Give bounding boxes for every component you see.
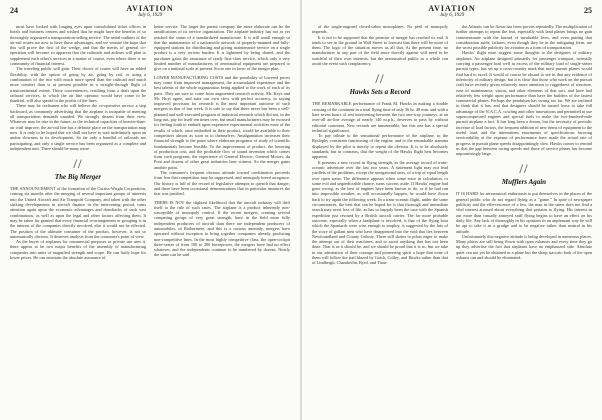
left-column-2 bbox=[154, 24, 290, 418]
paragraph: THERE IS NOT the slightest likelihood that the aircraft industry will drift itself to the rule of such cases. The airplane is a product inherently non-susceptible of monopoly control. If the recent mergers, creating several competing groups of very great strength, have in the field more fully independent producers of aircraft than there are independent producers of automobiles, of Rothermere, and this is a curious anomaly, mergers have operated without exception to bring together companies already producing non-competitive lines. In the most highly competitive class, the open-cockpit three-seater of from 100 to 200 horsepower, the mergers have had no effect whatever, and the independents continue to be numbered by dozens. Nearly the same can be said bbox=[154, 199, 290, 258]
right-page bbox=[302, 0, 602, 420]
section-ornament-icon: // bbox=[375, 71, 385, 87]
paragraph: IT IS HARD for aeronautical enthusiasts to put themselves in the places of the general public who do not regard flying as a "game." In spite of newspaper publicity and the effervescence of a few, the man in the street does not find a vital interest aroused about everything that pertains to flying. His interest in our more than casually annoyed sniff flying begins to have an effect on his daily life. Any lack of thoroughly in his opinions in an unpleasant way he will be apt to take it as a grudge and to be negative rather than neutral in his attitude. bbox=[456, 191, 592, 234]
masthead: AVIATION bbox=[126, 4, 174, 13]
masthead: AVIATION bbox=[428, 4, 476, 13]
paragraph: The traveling public will gain. Their choice of routes will have an added flexibility, with the option of going by air, going by rail, or using a combination of the two with much more speed than the railroad and much more comfort than is at present possible in a straight-through flight of transcontinental extent. Those conveniences, resulting from a draft upon the railroad services, to which the air line operator would have come to be thankful, will also spread to the profits of the lines. bbox=[10, 66, 146, 104]
paragraph: The consumer's frequent obvious attitude toward combination proceeds from fear that competition may be suppressed, and monopoly breed arrogance. Our history is full of the record of legislative attempts to quench that danger; and there have been occasional demonstrations that in particular instances the fear was justified. bbox=[154, 170, 290, 197]
left-page bbox=[0, 0, 300, 420]
paragraph: THE ANNOUNCEMENT of the formation of the Curtiss-Wright Corporation, coming six months after the merging of several important groups of interests into the United Aircraft and Air Transport Company, and taken with the other striking developments in aircraft finance in the intervening period, turns attention again upon the economic advantages and drawbacks of such vast combinations, as well as upon the legal and other factors affecting them. It may be taken for granted that every financial re-arrangement or grouping is in the interest of the companies directly involved, else it would not be effected. The position of the ultimate consumer of the product, however, is not so automatically obvious. It deserves analysis from the consumer's point of view. bbox=[10, 186, 146, 239]
section-ornament-icon: // bbox=[73, 156, 83, 172]
paragraph: It presents a new record in flying strength, as the average record of trans-oceanic adventure over the last two years. A statement light may not lead yardlets of the problems, except the navigational ones, of a trip of equal length over open water. The difference appears when some error in calculation, or some evil and unpredictable chance, turns success aside. If Hawks' engine had gone wrong, as the best of engines have been known to do, or if he had run into impossible weather, as will occasionally happen, he would have flown back to try again the following week. In a trans-oceanic flight, under the same circumstances, the best that can be hoped for is that thorough and immediate search may avert loss of life, as has so happily been the case with the Spanish expedition just rescued by a British aircraft carrier. The far more probable outcome, especially when a landplane is involved, is that of the flying boat which the Spaniards were wise enough to employ, is suggested by the fate of the score of gallant men who have disappeared into the void that lies between Newfoundland and County Galway. There still skeins to pilots eager to make the attempt out of their machines, and to await anything that has not been done. That is as it should be, and we should be proud that it is so, but we take in our admiration of their courage and pioneering spirit a hope that none of them will follow the trail blazed by Gatch, Colley, and Hawks rather than that of Lindbergh, Chamberlin, Byrd, and Thaw. bbox=[312, 159, 448, 266]
paragraph: better service. The larger the parent company the more elaborate can be the ramifications of its service organization. The airplane industry has not as yet reached the status of a standardized manufacture. It is still small enough so that the maintenance of a nationwide network of properly-manned and fully-equipped stations for distributing and giving maintenance service on a single product is a very serious burden. It is lightened by being shared, and the purchaser gains the assurance of ready first-class service, which only a very limited number of manufacturers of aeronautical equipment are prepared to give on a national scale at present. Score one in favor of the merger plan. bbox=[154, 24, 290, 72]
paragraph: THE REMARKABLE performance of Frank M. Hawks in making a double crossing of the continent in a total flying time of only 36 hr. 48 min. and with a bare seven hours of rest intervening between the two one-way journeys, at an over-all air-line average of nearly 140 m.p.h., deserves to pass by without editorial comment. New records are innumerable, but this one has a special technical significance. bbox=[312, 101, 448, 133]
paragraph: As the buyer of airplanes for commercial purposes or private use sees it, there appear to be two major benefits of the assembly of manufacturing companies into units of magnified strength and scope. He can fairly hope for lower prices. He can entertain the absolute assurance of bbox=[10, 239, 146, 260]
paragraph: It is not to be supposed that the promise of merger has reached its end. It tends to see in the ground in Wall Street to forecast that there will be more of them. The logic of the situation moves us all that. At the present time, no manufacturer in any part of the field more directly against will need to be watchful of their own interests, but the aeronautical public as a whole can await the event with complacency. bbox=[312, 34, 448, 67]
left-column-1 bbox=[10, 24, 146, 418]
issue-date: July 6, 1929 bbox=[137, 13, 163, 18]
right-column-1 bbox=[312, 24, 448, 418]
paragraph: Unfortunately this negative attitude is being developed in numerous places. Many places are still being flown with open exhausts and every time they go up they advertise the fact that airplanes have no emphasized side. Absolute quiet can not yet be obtained in a plane but the sharp staccato bark of the open exhaust can and should be eliminated. bbox=[456, 233, 592, 260]
paragraph: To pay tribute to the sensational performance of the airplane, to the Ryslophy consistent functioning of the engine, and to the remarkable stamina displayed by the pilot is merely to repeat the obvious. It is to be absolutely standards, but in contrasts, that the weight of the Hawks flight best becomes apparent. bbox=[312, 133, 448, 160]
paragraph: Hawks' flight must suggest some thoughts to the designers of military airplanes. An airplane designed primarily for passenger transport, normally carrying a passenger load well in excess of the military load of single-seater pursuit types, has set up a cross-country mark that most pursuit planes would find hard to excel. It would of course be absurd to see in that any evidence of inferiority of military design, but it is clear that those who work on the pursuit craft have recently given relatively more attention to ruggedness of structure, ease of maintenance, vision, and other elements of that sort, and have had relatively less weight upon performance than have the builders of the fastest commercial planes. Perhaps the pendulum has swung too far. We are inclined to think that it has, and that designers should be turned loose to take full advantage of the N.A.C.A. cowling and other innovations and permitted to use supercompressed engines and special fuels to make the two-hundred-mile pursuit airplane a fact. It has long been a dream, but the necessity of periodic increase of load factors, the frequent addition of new items of equipment to the useful load, and the intermittent enactments of specifications favoring serviceability at the expense of performance have made the actual rate of progress in pursuit plane speeds disappointingly slow. Hawks comes to remind us that the gap between racing speeds and those of service planes has become unpromisingly large. bbox=[456, 50, 592, 157]
right-column-2 bbox=[456, 24, 592, 418]
paragraph: of the single-engined closed-cabin monoplanes. No peril of monopoly impends. bbox=[312, 24, 448, 35]
editorial-title: Hawks Sets a Record bbox=[349, 88, 411, 97]
page-header bbox=[312, 4, 592, 26]
issue-date: July 6, 1929 bbox=[439, 13, 465, 18]
paragraph: There may be craftsmen who will believe the co-operative service a step backward, as commonly advertising that the airplane is incapable of meeting all transportation demands unaided. We strongly dissent from their view. Whatever may be true in the future, as the technical capacities of heavier-than-air craft improve, the air-rail line has a definite place on the transportation map now. It is only to be hoped that we shall not have to wait indefinitely upon an undue slowness in its development. So far only a handful of railroads are participating, and only a single service has been organized as a complete and independent unit. There should be many more. bbox=[10, 103, 146, 151]
paragraph: most have looked with longing eyes upon consolidated ticket offices in hotels and business centers and wished that he might have the benefits of so thoroughly organized a transportation-selling service. The aerial outlines of the air-rail routes are now to have those advantages, and we venture the hope that this will prove the first of the wedge, and that the merits of general co-operation will become so apparent that the railroads and airlines will plan to supplement each other's services in a matter of course, even where there is no community of financial interest. bbox=[10, 24, 146, 67]
paragraph: LOWER MANUFACTURING COSTS and the possibility of lowered prices may come from improved management, the accumulated experience and the best talents of the whole organization being applied to the work of each of its parts. They are sure to come from augmented research activity. Mr. Keys and Mr. Hoyt agree, and state our own view with perfect accuracy, in saying improved provision for research is the most important outcome of such mergers as that of last week. It is safe to say that there never has been a well-planned and well-executed program of industrial research which did not, in the long run, pay for itself ten times over, but small manufacturers may be excused for feeling loath to embark upon expensive experimental activities most of the results of which, once embodied in their product, would be available to their competitors almost as soon as to themselves. Amalgamation increases their financial strength to the point where elaborate programs of study of scientific fundamentals become feasible. To the improvement of product, the lowering of production cost, and the profitable flow of sound invention which comes from such programs, the experience of General Electric, General Motors, du Pont and dozens of other great industries bear witness. So the merger gains another point. bbox=[154, 74, 290, 170]
paragraph: the Atlantic can be flown has been proven repeatedly. The multiplication of further attempts to repeat the feat, especially with land planes brings no gain commensurate with the hazard of invaluable lives, and even putting that consideration aside, failures, even though they be in the mitigating form, are the worst possible publicity for aviation as a form of transportation. bbox=[456, 24, 592, 51]
page-header bbox=[10, 4, 290, 26]
editorial-title: The Big Merger bbox=[54, 173, 102, 182]
section-ornament-icon: // bbox=[519, 161, 529, 177]
page-number: 25 bbox=[584, 6, 592, 15]
page-number: 24 bbox=[10, 6, 18, 15]
editorial-title: Mufflers Again bbox=[501, 178, 547, 187]
